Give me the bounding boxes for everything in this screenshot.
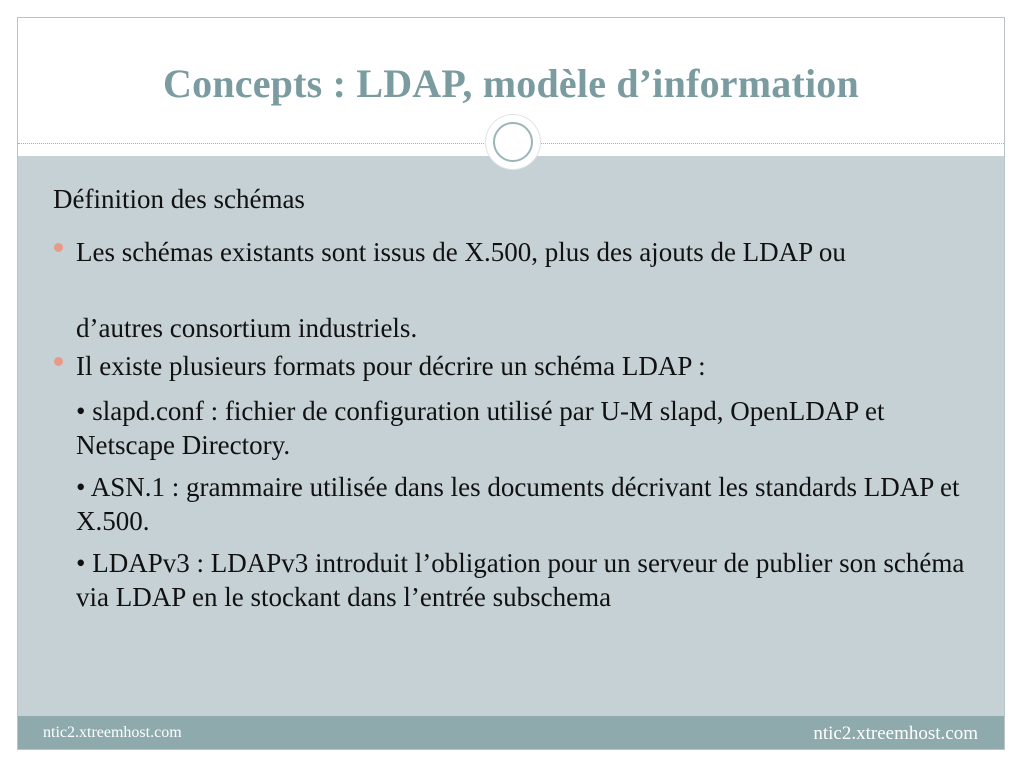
ring-icon <box>493 122 533 162</box>
slide <box>17 17 1005 750</box>
list-item: d’autres consortium industriels. <box>76 313 418 343</box>
footer-right-url: ntic2.xtreemhost.com <box>813 723 978 744</box>
list-item: • ASN.1 : grammaire utilisée dans les documents décrivant les standards LDAP et X.500. <box>76 472 960 536</box>
list-item: • slapd.conf : fichier de configuration utilisé par U-M slapd, OpenLDAP et Netscape Directory. <box>76 396 885 460</box>
list-item: • LDAPv3 : LDAPv3 introduit l’obligation pour un serveur de publier son schéma via LDAP en le stockant dans l’entrée subschema <box>76 548 965 612</box>
bullet-dot-icon <box>54 243 63 252</box>
bullet-dot-icon <box>54 357 63 366</box>
content-area <box>18 156 1004 716</box>
slide-title: Concepts : LDAP, modèle d’information <box>163 61 859 106</box>
footer <box>18 716 1004 750</box>
footer-left-url: ntic2.xtreemhost.com <box>43 724 182 741</box>
subheading: Définition des schémas <box>53 184 305 214</box>
circle-ornament-icon <box>486 115 540 169</box>
list-item: Il existe plusieurs formats pour décrire un schéma LDAP : <box>76 351 706 381</box>
list-item: Les schémas existants sont issus de X.500, plus des ajouts de LDAP ou <box>76 237 846 267</box>
